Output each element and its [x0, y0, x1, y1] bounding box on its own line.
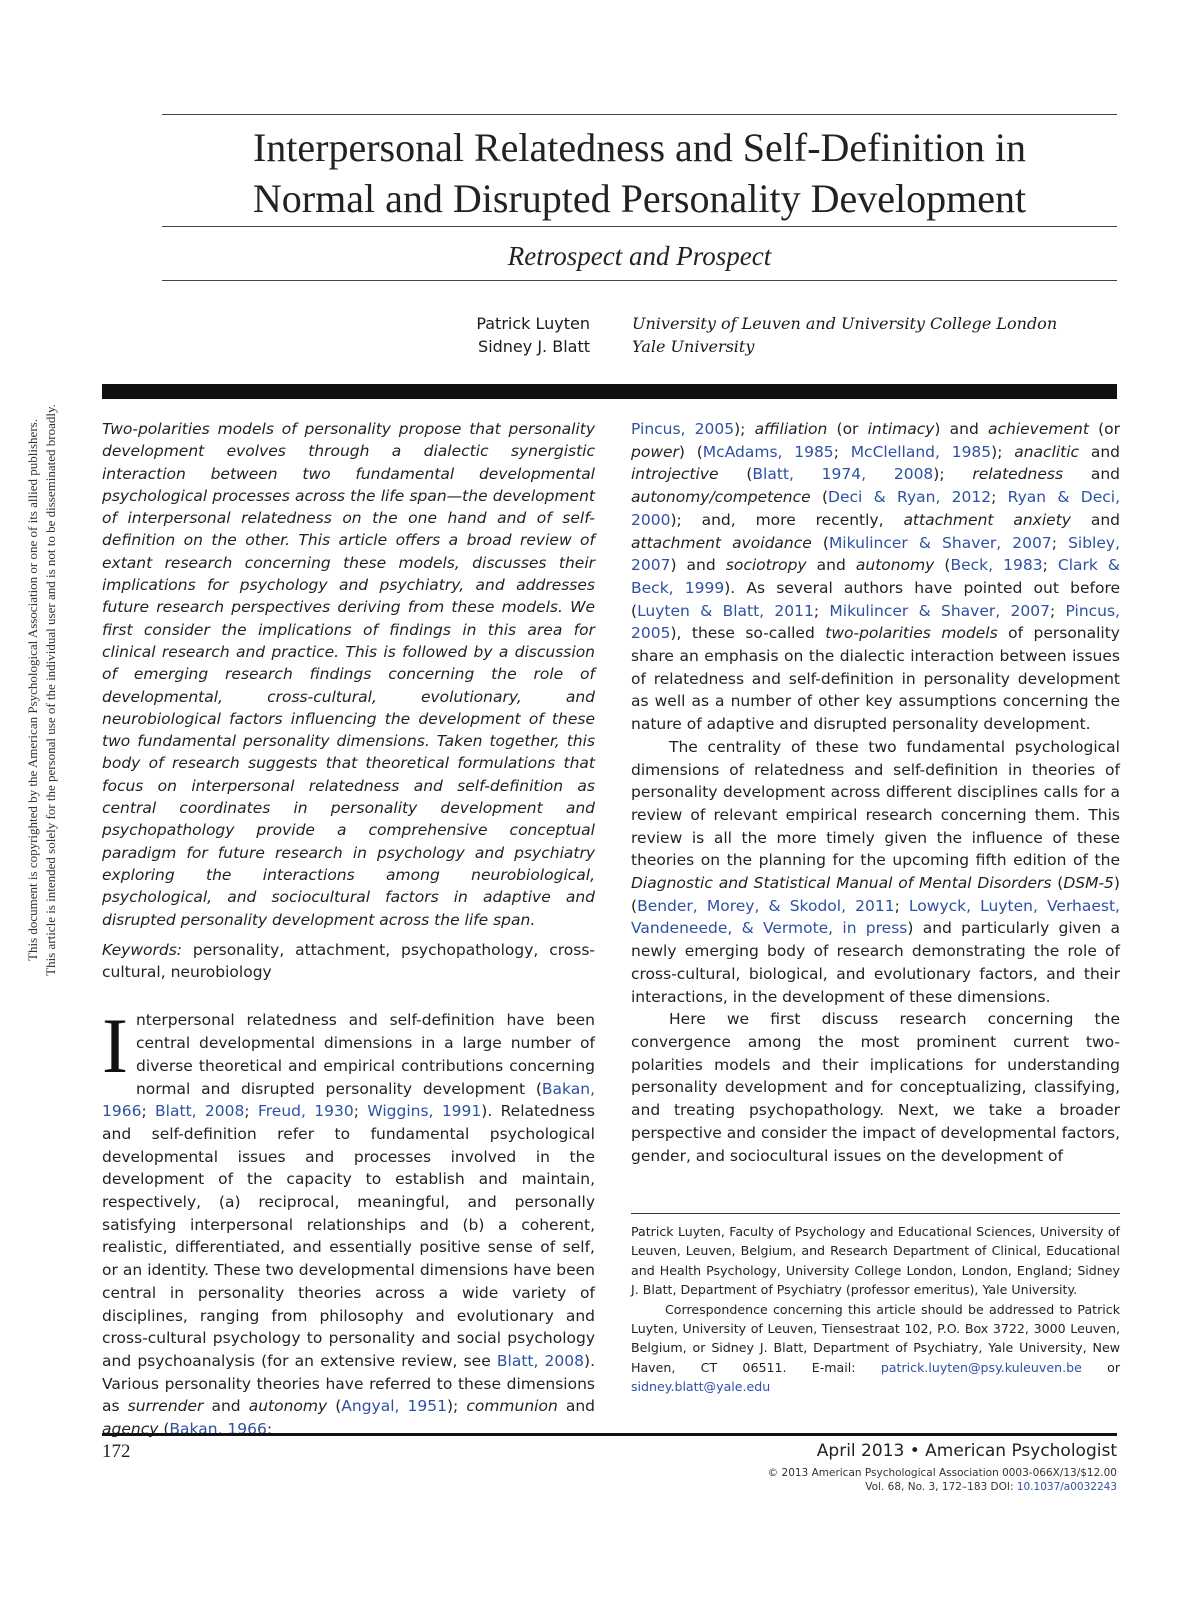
citation-link[interactable]: Bakan, 1966 — [102, 1079, 595, 1121]
header-thick-rule — [102, 384, 1117, 399]
page-number: 172 — [102, 1441, 131, 1462]
keywords-list: personality, attachment, psychopathology, cross-cultural, neurobiology — [102, 940, 595, 982]
author-affiliation: University of Leuven and University College London — [632, 314, 1058, 333]
body-text: and — [1070, 510, 1120, 529]
body-text: ) and particularly given a newly emerging body of research demonstrating the role of cross-cultural, biological, and evolutionary factors, and their interactions, in the development of these dimensions. — [631, 919, 1120, 1006]
body-text: ( — [811, 533, 829, 552]
body-text: nterpersonal relatedness and self-definition have been central developmental dimensions in a large number of diverse theoretical and empirical contributions concerning normal and disrupted personality development ( — [135, 1011, 595, 1098]
author-affiliation: Yale University — [632, 337, 755, 356]
right-column — [631, 418, 1120, 1167]
keywords-label: Keywords: — [102, 940, 182, 959]
citation-link[interactable]: Blatt, 1974, 2008 — [752, 465, 934, 484]
body-text: ; — [1049, 601, 1066, 620]
body-text: ); — [446, 1397, 467, 1416]
emphasis-term: introjective — [631, 465, 719, 484]
author-row — [0, 312, 1200, 335]
body-text: ( — [158, 1420, 170, 1439]
doi-link[interactable]: 10.1037/a0032243 — [1016, 1481, 1117, 1493]
copyright-line-1: This document is copyrighted by the American Psychological Association or one of its allied publishers. — [25, 419, 40, 961]
copyright-line: © 2013 American Psychological Association 0003-066X/13/$12.00 — [767, 1467, 1117, 1479]
journal-issue: April 2013 • American Psychologist — [816, 1441, 1117, 1461]
footer-rule — [102, 1433, 1117, 1436]
body-paragraph — [631, 736, 1120, 1008]
volume-info: Vol. 68, No. 3, 172–183 DOI: — [865, 1481, 1017, 1493]
body-text: of personality share an emphasis on the dialectic interaction between issues of relatedness and self-definition in personality development as well as a number of other key assumptions concerning the nature of adaptive and disrupted personality development. — [631, 624, 1120, 734]
citation-link[interactable]: Blatt, 2008 — [155, 1102, 245, 1121]
citation-link[interactable]: Ryan & Deci, 2000 — [631, 488, 1120, 529]
body-text: ; — [991, 488, 1008, 507]
article-subtitle: Retrospect and Prospect — [507, 241, 772, 271]
body-text: ), these so-called — [670, 624, 826, 643]
left-column — [102, 418, 595, 1441]
article-title — [162, 122, 1117, 224]
keywords — [102, 939, 595, 984]
citation-link[interactable]: Luyten & Blatt, 2011 — [637, 601, 814, 620]
top-rule — [162, 114, 1117, 115]
body-text: ; — [266, 1420, 273, 1439]
emphasis-term: Diagnostic and Statistical Manual of Mental Disorders — [631, 874, 1052, 893]
body-text: and — [1079, 442, 1121, 461]
emphasis-term: affiliation — [754, 420, 828, 438]
emphasis-term: sociotropy — [725, 556, 807, 575]
citation-link[interactable]: Blatt, 2008 — [496, 1351, 585, 1370]
body-text: ; — [244, 1102, 258, 1121]
citation-link[interactable]: Lowyck, Luyten, Verhaest, Vandeneede, & Vermote, in press — [631, 896, 1120, 938]
intro-paragraph — [102, 1002, 596, 1440]
email-link[interactable]: patrick.luyten@psy.kuleuven.be — [880, 1359, 1082, 1375]
body-text: ) and — [670, 556, 726, 575]
emphasis-term: power — [631, 442, 679, 461]
emphasis-term: surrender — [127, 1397, 204, 1416]
body-text: ; — [353, 1102, 368, 1121]
body-text: The centrality of these two fundamental psychological dimensions of relatedness and self-definition in theories of personality development across different disciplines calls for a review of relevant empirical research concerning them. This review is all the more timely given the influence of these theories on the planning for the upcoming fifth edition of the — [631, 737, 1120, 870]
body-paragraph — [631, 1008, 1120, 1167]
body-text: ). As several authors have pointed out before ( — [631, 578, 1121, 620]
emphasis-term: autonomy — [248, 1397, 328, 1416]
citation-link[interactable]: Clark & Beck, 1999 — [631, 556, 1120, 597]
publication-info — [768, 1466, 1117, 1494]
body-text: (or — [827, 420, 868, 438]
body-text: ( — [934, 556, 951, 575]
body-text: ) ( — [678, 442, 703, 461]
body-text: and — [1063, 465, 1120, 484]
copyright-line-2: This article is intended solely for the personal use of the individual user and is not to be disseminated broadly. — [43, 404, 58, 976]
email-link[interactable]: sidney.blatt@yale.edu — [631, 1379, 771, 1395]
emphasis-term: anaclitic — [1014, 442, 1080, 461]
body-text: (or — [1088, 420, 1120, 438]
body-text: ). Various personality theories have referred to these dimensions as — [102, 1351, 595, 1416]
body-text: Here we first discuss research concerning the convergence among the most prominent current two-polarities models and their implications for understanding personality development and for conceptualizing, classifying, and treating psychopathology. Next, we take a broader perspective and consider the impact of developmental factors, gender, and sociocultural issues on the development of — [631, 1010, 1120, 1165]
body-text: ; — [833, 442, 851, 461]
author-name: Sidney J. Blatt — [478, 337, 590, 356]
emphasis-term: achievement — [987, 420, 1089, 438]
body-text: ); and, more recently, — [670, 510, 904, 529]
body-text: ; — [813, 601, 830, 620]
body-text: ( — [718, 465, 753, 484]
body-text: ; — [894, 896, 909, 915]
citation-link[interactable]: Pincus, 2005 — [631, 601, 1120, 643]
citation-link[interactable]: Mikulincer & Shaver, 2007 — [828, 533, 1052, 552]
author-note — [631, 1222, 1120, 1397]
citation-link[interactable]: Sibley, 2007 — [631, 533, 1121, 575]
emphasis-term: relatedness — [972, 465, 1064, 484]
body-text: ; — [1042, 556, 1058, 575]
emphasis-term: two-polarities models — [825, 624, 998, 643]
body-text: ) ( — [631, 874, 1120, 915]
citation-link[interactable]: McAdams, 1985 — [702, 442, 834, 461]
emphasis-term: attachment anxiety — [903, 510, 1071, 529]
citation-link[interactable]: Freud, 1930 — [257, 1102, 354, 1121]
citation-link[interactable]: Pincus, 2005 — [631, 420, 735, 438]
body-text: ( — [810, 488, 829, 507]
body-text: ; — [141, 1102, 156, 1121]
footnote-rule — [631, 1213, 1120, 1214]
citation-link[interactable]: Angyal, 1951 — [341, 1397, 447, 1416]
emphasis-term: communion — [466, 1397, 558, 1416]
body-text: and — [203, 1397, 249, 1416]
drop-cap: I — [102, 1002, 128, 1090]
title-line-1: Interpersonal Relatedness and Self-Definition in — [252, 125, 1027, 170]
body-text: ); — [991, 442, 1015, 461]
abstract: Two-polarities models of personality propose that personality development evolves through a dialectic synergistic interaction between two fundamental developmental psychological processes across the life span—the development of interpersonal relatedness on the one hand and of self-definition on the other. This article offers a broad review of extant research concerning these models, discusses their implications for psychology and psychiatry, and addresses future research perspectives deriving from these models. We first consider the implications of findings in this area for clinical research and practice. This is followed by a discussion of emerging research findings concerning the role of developmental, cross-cultural, evolutionary, and neurobiological factors influencing the development of these two fundamental personality dimensions. Taken together, this body of research suggests that theoretical formulations that focus on interpersonal relatedness and self-definition as central coordinates in personality development and psychopathology provide a comprehensive conceptual paradigm for future research in psychology and psychiatry exploring the interactions among neurobiological, psychological, and sociocultural factors in adaptive and disrupted personality development across the life span. — [102, 420, 595, 929]
body-text: ); — [734, 420, 755, 438]
volume-doi-line — [768, 1480, 1117, 1494]
body-text: and — [557, 1397, 596, 1416]
title-rule — [162, 226, 1117, 227]
body-text: and — [806, 556, 856, 575]
citation-link[interactable]: Wiggins, 1991 — [367, 1102, 482, 1121]
title-line-2: Normal and Disrupted Personality Development — [252, 176, 1027, 221]
subtitle-rule — [162, 280, 1117, 281]
emphasis-term: intimacy — [867, 420, 935, 438]
author-affiliations-note: Patrick Luyten, Faculty of Psychology and Educational Sciences, University of Leuven, Leuven, Belgium, and Research Department of Clinical, Educational and Health Psychology, University College London, London, England; Sidney J. Blatt, Department of Psychiatry (professor emeritus), Yale University. — [631, 1224, 1120, 1298]
citation-link[interactable]: Bakan, 1966 — [169, 1420, 267, 1439]
body-text: ; — [1051, 533, 1069, 552]
citation-link[interactable]: Deci & Ryan, 2012 — [828, 488, 992, 507]
body-text: ). Relatedness and self-definition refer to fundamental psychological developmental issues and processes involved in the development of the capacity to establish and maintain, respectively, (a) reciprocal, meaningful, and personally satisfying interpersonal relationships and (b) a coherent, realistic, differentiated, and essentially positive sense of self, or an identity. These two developmental dimensions have been central in personality theories across a wide variety of disciplines, ranging from philosophy and evolutionary and cross-cultural psychology to personality and social psychology and psychoanalysis (for an extensive review, see — [102, 1102, 595, 1370]
emphasis-term: DSM-5 — [1063, 874, 1114, 893]
emphasis-term: autonomy/competence — [631, 488, 811, 507]
citation-link[interactable]: Mikulincer & Shaver, 2007 — [829, 601, 1050, 620]
citation-link[interactable]: McClelland, 1985 — [850, 442, 992, 461]
correspondence-text: or — [1081, 1359, 1120, 1375]
emphasis-term: agency — [102, 1420, 159, 1439]
body-text: ) and — [934, 420, 988, 438]
body-text: ( — [327, 1397, 342, 1416]
body-text: ( — [1051, 874, 1064, 893]
correspondence-note — [631, 1300, 1120, 1397]
body-text: ); — [933, 465, 973, 484]
author-name: Patrick Luyten — [476, 314, 590, 333]
emphasis-term: attachment avoidance — [631, 533, 812, 552]
citation-link[interactable]: Bender, Morey, & Skodol, 2011 — [637, 896, 895, 915]
correspondence-text: Correspondence concerning this article should be addressed to Patrick Luyten, University of Leuven, Tiensestraat 102, P.O. Box 3722, 3000 Leuven, Belgium, or Sidney J. Blatt, Department of Psychiatry, Yale University, New Haven, CT 06511. E-mail: — [631, 1301, 1120, 1375]
emphasis-term: autonomy — [855, 556, 935, 575]
author-row — [0, 335, 1200, 358]
body-paragraph — [631, 418, 1120, 736]
citation-link[interactable]: Beck, 1983 — [950, 556, 1043, 575]
